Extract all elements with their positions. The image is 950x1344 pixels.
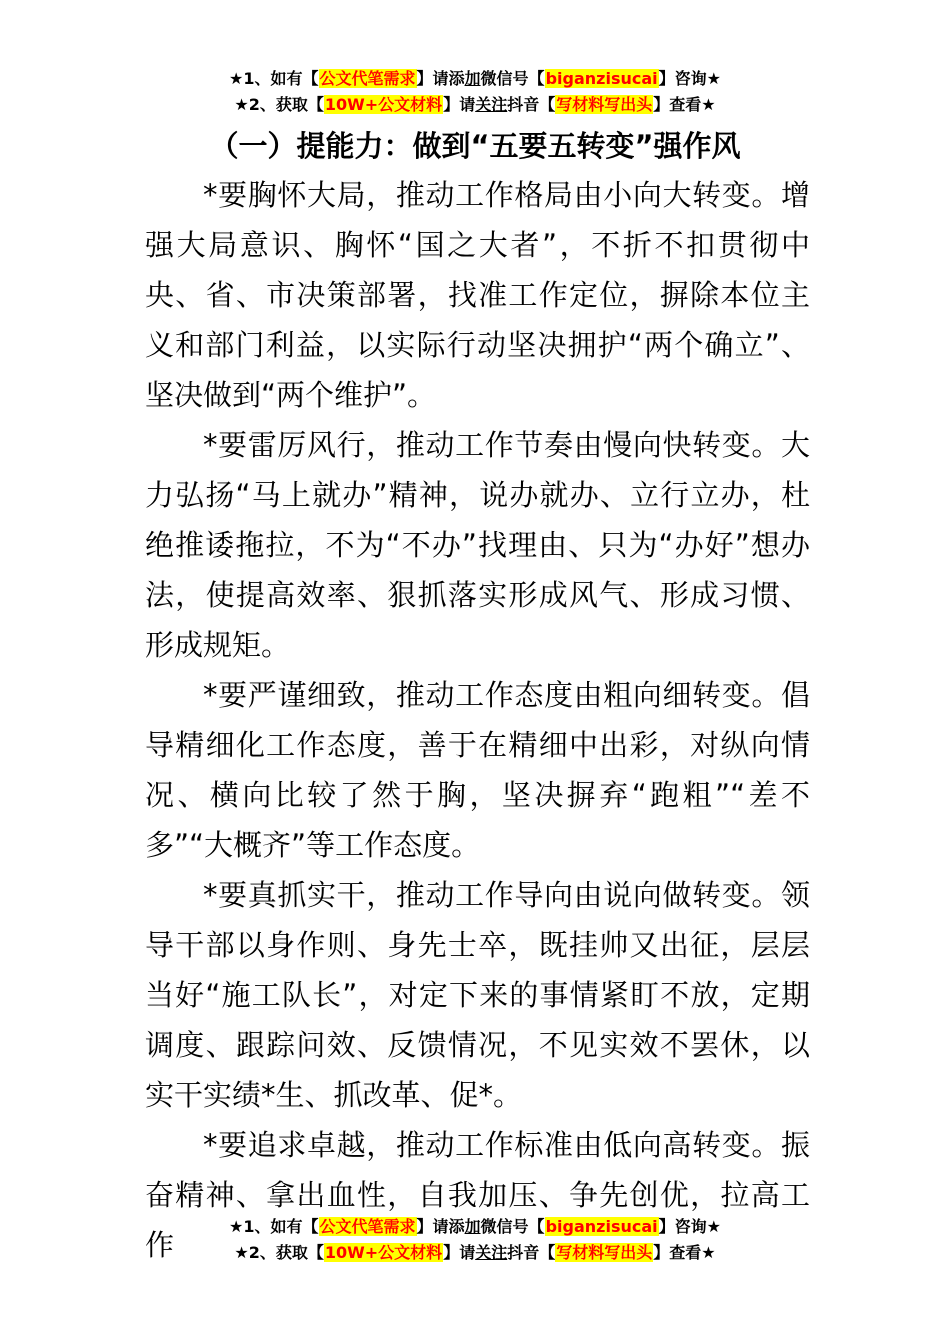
highlight-text: biganzisucai bbox=[545, 1217, 658, 1236]
paragraph: *要真抓实干，推动工作导向由说向做转变。领导干部以身作则、身先士卒，既挂帅又出征，层层当好“施工队长”，对定下来的事情紧盯不放，定期调度、跟踪问效、反馈情况，不见实效不罢休，以实干实绩*生、抓改革、促*。 bbox=[145, 878, 810, 1112]
banner-text: 】请添 bbox=[416, 1217, 465, 1236]
paragraph: *要追求卓越，推动工作标准由低向高转变。振奋精神、拿出血性，自我加压、争先创优，拉高工作 bbox=[145, 1128, 810, 1262]
banner-text: ★1、如有【 bbox=[229, 1217, 319, 1236]
banner-text: 微信号【 bbox=[480, 69, 545, 88]
highlight-text: 10W+公文材料 bbox=[324, 95, 443, 114]
banner-text: 】查看★ bbox=[653, 1243, 716, 1262]
highlight-text: 公文代笔需求 bbox=[319, 69, 416, 88]
underlined-text: 加 bbox=[464, 69, 481, 88]
document-body bbox=[145, 170, 810, 1270]
banner-text: ★2、获取【 bbox=[234, 95, 324, 114]
banner-line-2 bbox=[0, 1240, 950, 1266]
paragraph: *要雷厉风行，推动工作节奏由慢向快转变。大力弘扬“马上就办”精神，说办就办、立行立办，杜绝推诿拖拉，不为“不办”找理由、只为“办好”想办法，使提高效率、狠抓落实形成风气、形成习惯、形成规矩。 bbox=[145, 428, 810, 662]
banner-text: 】请 bbox=[443, 1243, 476, 1262]
banner-text: 微信号【 bbox=[480, 1217, 545, 1236]
footer-banner bbox=[0, 1214, 950, 1266]
highlight-text: 10W+公文材料 bbox=[324, 1243, 443, 1262]
paragraph: *要胸怀大局，推动工作格局由小向大转变。增强大局意识、胸怀“国之大者”，不折不扣贯彻中央、省、市决策部署，找准工作定位，摒除本位主义和部门利益，以实际行动坚决拥护“两个确立”、坚决做到“两个维护”。 bbox=[145, 178, 810, 412]
banner-text: 】请 bbox=[443, 95, 476, 114]
banner-text: 抖音【 bbox=[507, 1243, 556, 1262]
banner-text: 】咨询★ bbox=[658, 1217, 721, 1236]
banner-line-1 bbox=[0, 66, 950, 92]
paragraph: *要严谨细致，推动工作态度由粗向细转变。倡导精细化工作态度，善于在精细中出彩，对纵向情况、横向比较了然于胸，坚决摒弃“跑粗”“差不多”“大概齐”等工作态度。 bbox=[145, 678, 810, 862]
banner-text: 】请添 bbox=[416, 69, 465, 88]
underlined-text: 关注 bbox=[475, 95, 508, 114]
banner-text: 】咨询★ bbox=[658, 69, 721, 88]
highlight-text: biganzisucai bbox=[545, 69, 658, 88]
banner-text: 】查看★ bbox=[653, 95, 716, 114]
banner-text: ★1、如有【 bbox=[229, 69, 319, 88]
header-banner bbox=[0, 66, 950, 118]
underlined-text: 加 bbox=[464, 1217, 481, 1236]
banner-line-1 bbox=[0, 1214, 950, 1240]
highlight-text: 写材料写出头 bbox=[556, 95, 653, 114]
banner-line-2 bbox=[0, 92, 950, 118]
section-title: （一）提能力：做到“五要五转变”强作风 bbox=[209, 129, 741, 163]
underlined-text: 关注 bbox=[475, 1243, 508, 1262]
highlight-text: 公文代笔需求 bbox=[319, 1217, 416, 1236]
banner-text: 抖音【 bbox=[507, 95, 556, 114]
banner-text: ★2、获取【 bbox=[234, 1243, 324, 1262]
highlight-text: 写材料写出头 bbox=[556, 1243, 653, 1262]
